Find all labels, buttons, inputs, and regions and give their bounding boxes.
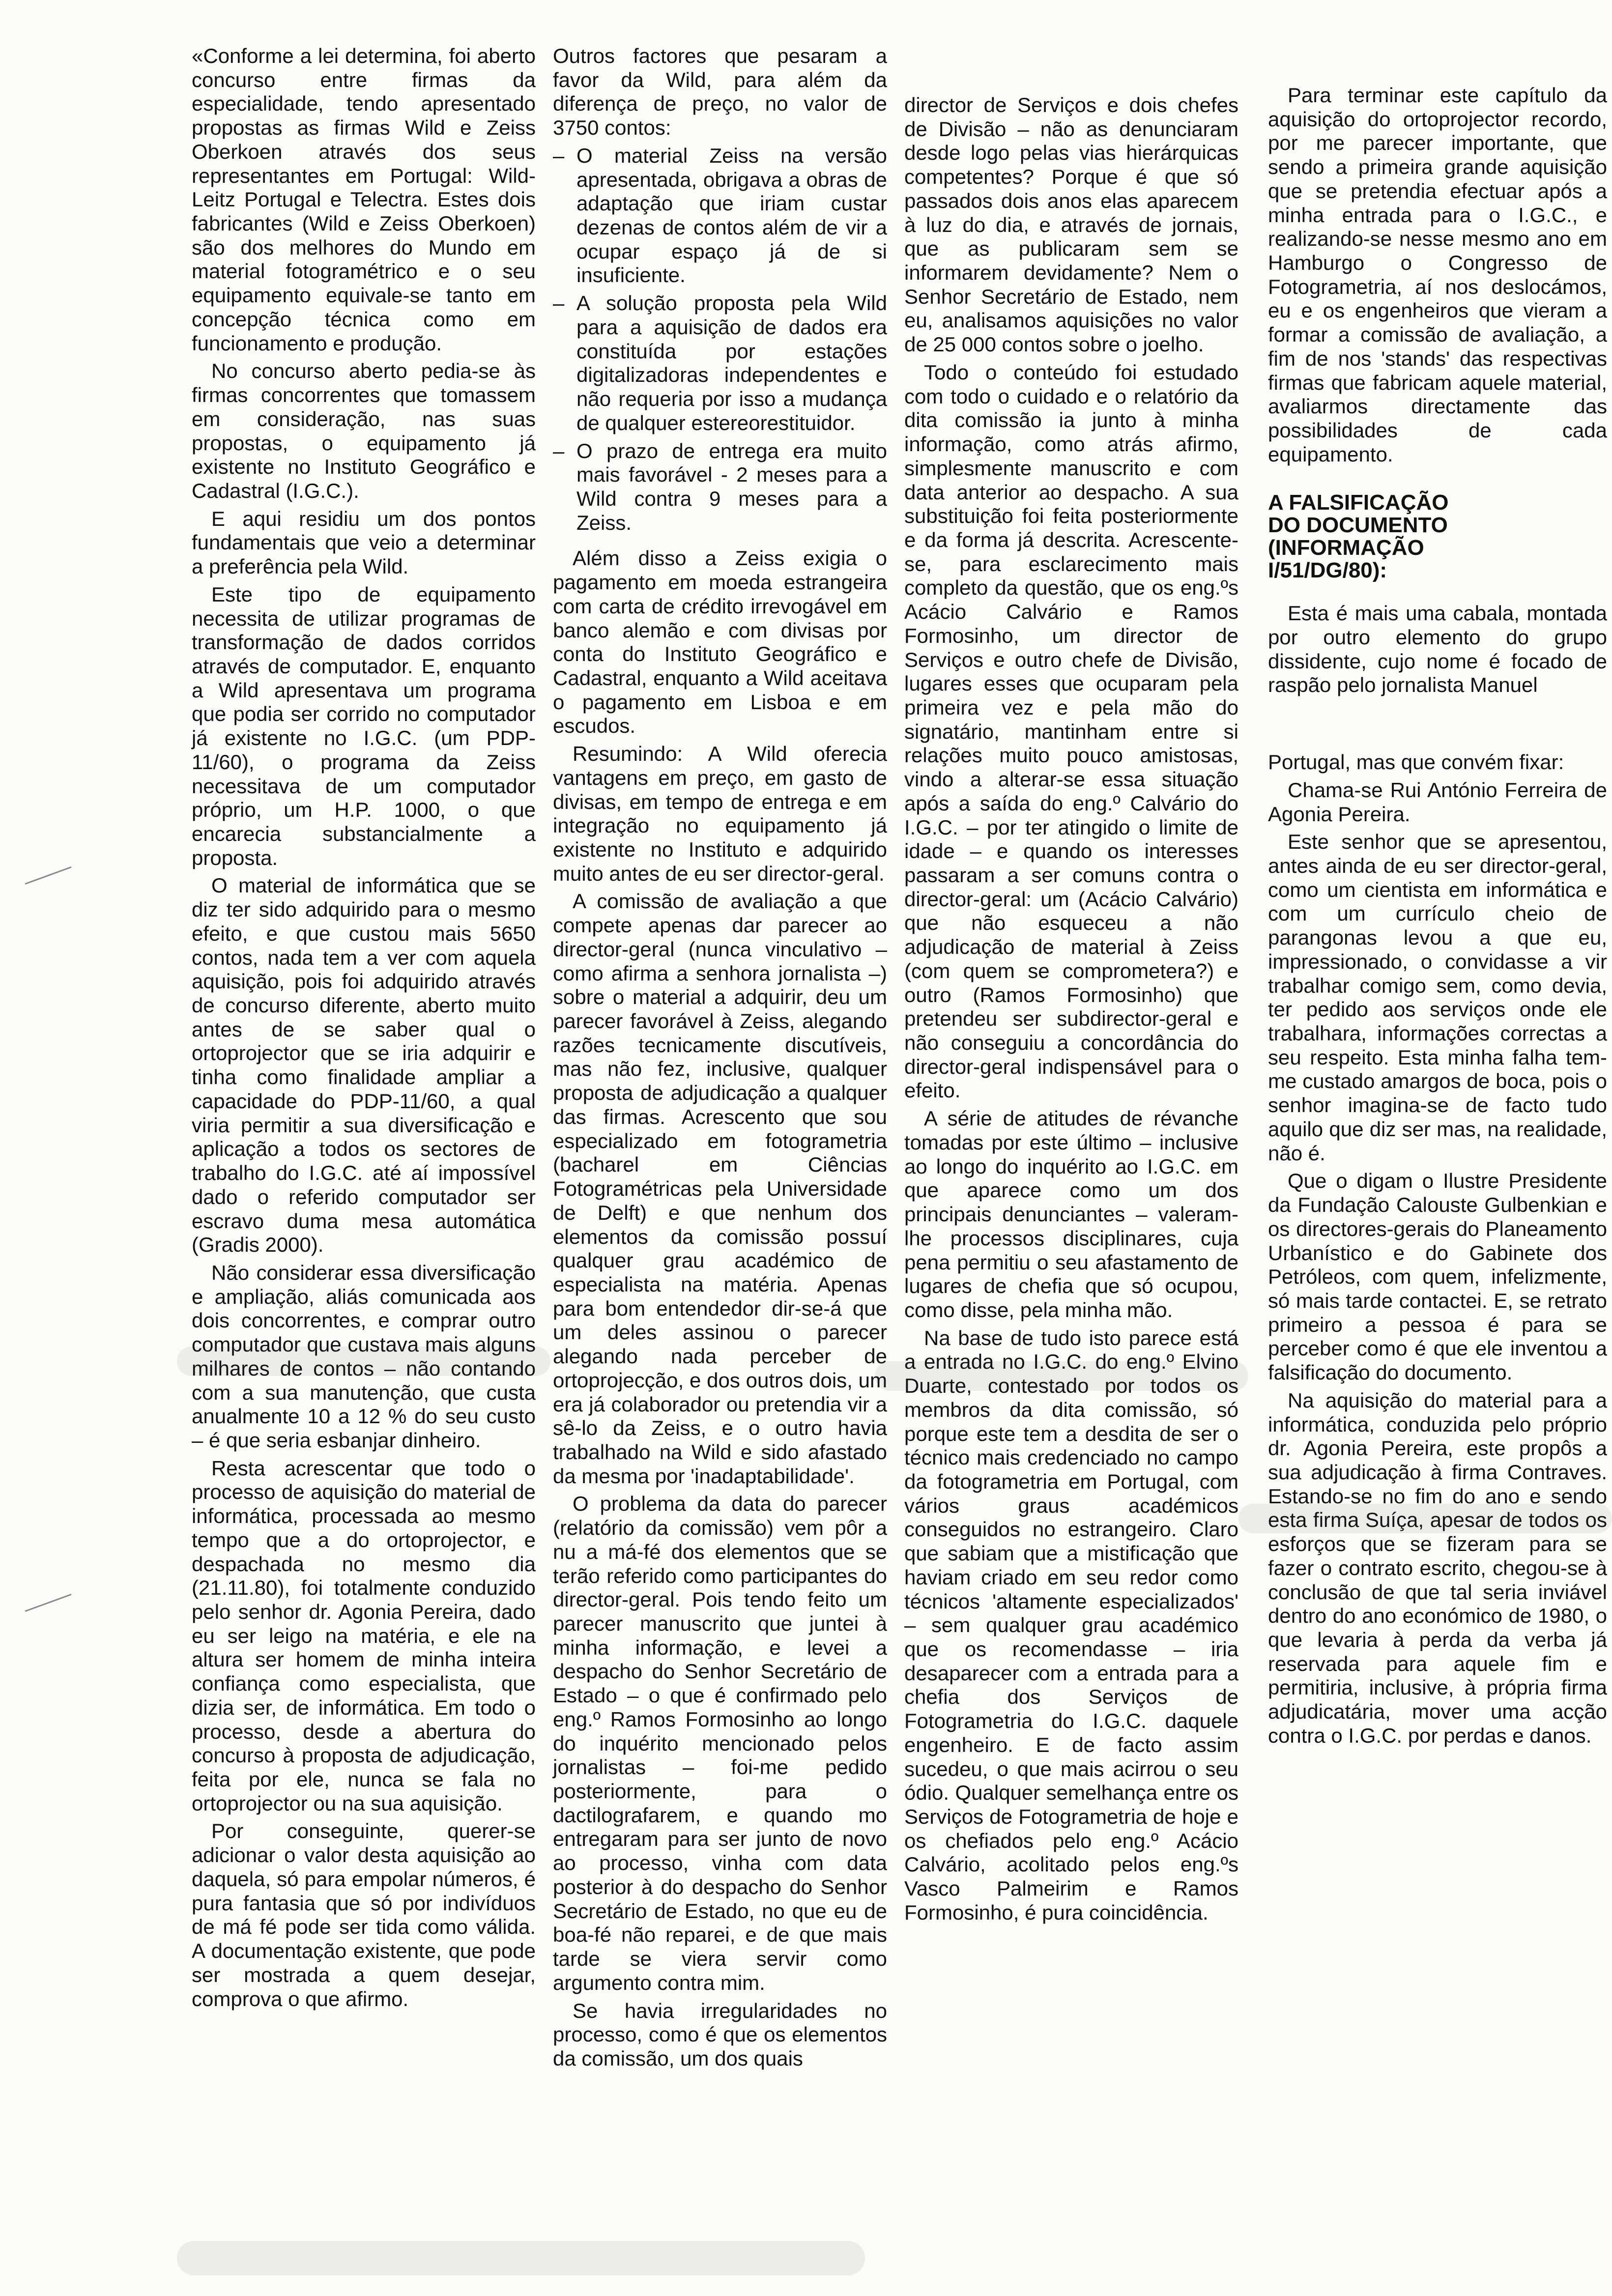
article-column-4 — [1268, 84, 1607, 1752]
paragraph: Para terminar este capítulo da aquisição do ortoprojector recordo, por me parecer importante, que sendo a primeira grande aquisição que se pretendia efectuar após a minha entrada para o I.G.C., e realizando-se nesse mesmo ano em Hamburgo o Congresso de Fotogrametria, aí nos deslocámos, eu e os engenheiros que vieram a formar a comissão de avaliação, a fim de nos 'stands' das respectivas firmas que fabricam aquele material, avaliarmos directamente das possibilidades de cada equipamento. — [1268, 84, 1607, 466]
list-item: – A solução proposta pela Wild para a aquisição de dados era constituída por estações digitalizadoras independentes e não requeria por isso a mudança de qualquer estereorestituidor. — [553, 291, 887, 435]
paragraph: A comissão de avaliação a que compete apenas dar parecer ao director-geral (nunca vinculativo – como afirma a senhora jornalista –) sobre o material a adquirir, deu um parecer favorável à Zeiss, alegando razões tecnicamente discutíveis, mas não fez, inclusive, qualquer proposta de adjudicação a qualquer das firmas. Acrescento que sou especializado em fotogrametria (bacharel em Ciências Fotogramétricas pela Universidade de Delft) e que nenhum dos elementos da comissão possuí qualquer grau académico de especialista na matéria. Apenas para bom entendedor dir-se-á que um deles assinou o parecer alegando nada perceber de ortoprojecção, e dos outros dois, um era já colaborador ou pretendia vir a sê-lo da Zeiss, e o outro havia trabalhado na Wild e sido afastado da mesma por 'inadaptabilidade'. — [553, 890, 887, 1488]
paragraph: O problema da data do parecer (relatório da comissão) vem pôr a nu a má-fé dos elementos que se terão referido como participantes do director-geral. Pois tendo feito um parecer manuscrito que juntei à minha informação, e levei a despacho do Senhor Secretário de Estado – o que é confirmado pelo eng.º Ramos Formosinho ao longo do inquérito mencionado pelos jornalistas – foi-me pedido posteriormente, para o dactilografarem, e quando mo entregaram para ser junto de novo ao processo, vinha com data posterior à do despacho do Senhor Secretário de Estado, no que eu de boa-fé não reparei, e de que mais tarde se viera servir como argumento contra mim. — [553, 1492, 887, 1994]
paragraph: Na base de tudo isto parece está a entrada no I.G.C. do eng.º Elvino Duarte, contestado por todos os membros da dita comissão, só porque este tem a desdita de ser o técnico mais credenciado no campo da fotogrametria em Portugal, com vários graus académicos conseguidos no estrangeiro. Claro que sabiam que a mistificação que haviam criado em seu redor como técnicos 'altamente especializados' – sem qualquer grau académico que os recomendasse – iria desaparecer com a entrada para a chefia dos Serviços de Fotogrametria do I.G.C. daquele engenheiro. E de facto assim sucedeu, o que mais acirrou o seu ódio. Qualquer semelhança entre os Serviços de Fotogrametria de hoje e os chefiados pelo eng.º Acácio Calvário, acolitado pelos eng.ºs Vasco Palmeirim e Ramos Formosinho, é pura coincidência. — [904, 1326, 1238, 1924]
scan-edge-mark — [25, 1594, 72, 1612]
print-smudge — [177, 2241, 865, 2275]
paragraph: Chama-se Rui António Ferreira de Agonia Pereira. — [1268, 778, 1607, 826]
print-smudge — [1238, 1504, 1612, 1533]
list-item: – O prazo de entrega era muito mais favorável - 2 meses para a Wild contra 9 meses para a Zeiss. — [553, 439, 887, 535]
paragraph: Além disso a Zeiss exigia o pagamento em moeda estrangeira com carta de crédito irrevogável em banco alemão e com divisas por conta do Instituto Geográfico e Cadastral, enquanto a Wild aceitava o pagamento em Lisboa e em escudos. — [553, 546, 887, 738]
print-smudge — [875, 1361, 1248, 1391]
paragraph: Que o digam o Ilustre Presidente da Fundação Calouste Gulbenkian e os directores-gerais do Planeamento Urbanístico e do Gabinete dos Petróleos, com quem, infelizmente, só mais tarde contactei. E, se retrato primeiro a pessoa é para se perceber como é que ele inventou a falsificação do documento. — [1268, 1169, 1607, 1384]
paragraph: director de Serviços e dois chefes de Divisão – não as denunciaram desde logo pelas vias hierárquicas competentes? Porque é que só passados dois anos elas aparecem à luz do dia, e através de jornais, que as publicaram sem se informarem devidamente? Nem o Senhor Secretário de Estado, nem eu, analisamos aquisições no valor de 25 000 contos sobre o joelho. — [904, 93, 1238, 356]
paragraph: «Conforme a lei determina, foi aberto concurso entre firmas da especialidade, tendo apresentado propostas as firmas Wild e Zeiss Oberkoen através dos seus representantes em Portugal: Wild-Leitz Portugal e Telectra. Estes dois fabricantes (Wild e Zeiss Oberkoen) são dos melhores do Mundo em material fotogramétrico e o seu equipamento equivale-se tanto em concepção técnica como em funcionamento e produção. — [192, 44, 536, 355]
print-smudge — [177, 1347, 550, 1376]
list-item: – O material Zeiss na versão apresentada, obrigava a obras de adaptação que iriam custar dezenas de contos além de vir a ocupar espaço já de si insuficiente. — [553, 144, 887, 287]
paragraph: Por conseguinte, querer-se adicionar o valor desta aquisição ao daquela, só para empolar números, é pura fantasia que só por indivíduos de má fé pode ser tida como válida. A documentação existente, que pode ser mostrada a quem desejar, comprova o que afirmo. — [192, 1819, 536, 2010]
article-column-3 — [904, 93, 1238, 1929]
scan-edge-mark — [25, 866, 72, 885]
paragraph: No concurso aberto pedia-se às firmas concorrentes que tomassem em consideração, nas suas propostas, o equipamento já existente no Instituto Geográfico e Cadastral (I.G.C.). — [192, 359, 536, 502]
paragraph: A série de atitudes de révanche tomadas por este último – inclusive ao longo do inquérito ao I.G.C. em que aparece como um dos principais denunciantes – valeram-lhe processos disciplinares, cuja pena permitiu o seu afastamento de lugares de chefia que só ocupou, como disse, pela minha mão. — [904, 1107, 1238, 1321]
factor-list — [553, 144, 887, 535]
paragraph: Resumindo: A Wild oferecia vantagens em preço, em gasto de divisas, em tempo de entrega e em integração no equipamento já existente no Instituto e adquirido muito antes de eu ser director-geral. — [553, 742, 887, 885]
paragraph: Se havia irregularidades no processo, como é que os elementos da comissão, um dos quais — [553, 1999, 887, 2070]
paragraph: Este senhor que se apresentou, antes ainda de eu ser director-geral, como um cientista em informática e com um currículo cheio de parangonas levou a que eu, impressionado, o convidasse a vir trabalhar comigo sem, como devia, ter pedido aos serviços onde ele trabalhara, informações correctas a seu respeito. Esta minha falha tem-me custado amargos de boca, pois o senhor imagina-se de facto tudo aquilo que diz ser mas, na realidade, não é. — [1268, 830, 1607, 1165]
paragraph: Na aquisição do material para a informática, conduzida pelo próprio dr. Agonia Pereira, este propôs a sua adjudicação à firma Contraves. Estando-se no fim do ano e sendo esta firma Suíça, apesar de todos os esforços que se fizeram para se fazer o contrato escrito, chegou-se à conclusão de que tal seria inviável dentro do ano económico de 1980, o que levaria à perda da verba já reservada para aquele fim e permitiria, inclusive, à própria firma adjudicatária, mover uma acção contra o I.G.C. por perdas e danos. — [1268, 1388, 1607, 1747]
paragraph: E aqui residiu um dos pontos fundamentais que veio a determinar a preferência pela Wild. — [192, 507, 536, 578]
paragraph: O material de informática que se diz ter sido adquirido para o mesmo efeito, e que custou mais 5650 contos, nada tem a ver com aquela aquisição, pois foi adquirido através de concurso diferente, aberto muito antes de se saber qual o ortoprojector que se iria adquirir e tinha como finalidade ampliar a capacidade do PDP-11/60, a qual viria permitir a sua diversificação e aplicação a todos os sectores de trabalho do I.G.C. até aí impossível dado o referido computador ser escravo duma mesa automática (Gradis 2000). — [192, 874, 536, 1257]
article-column-1 — [192, 44, 536, 2015]
column-gap — [1268, 701, 1607, 750]
section-heading: A FALSIFICAÇÃO DO DOCUMENTO (INFORMAÇÃO I/51/DG/80): — [1268, 490, 1449, 583]
paragraph: Não considerar essa diversificação e ampliação, aliás comunicada aos dois concorrentes, e comprar outro computador que custava mais alguns milhares de contos – não contando com a sua manutenção, que custa anualmente 10 a 12 % do seu custo – é que seria esbanjar dinheiro. — [192, 1261, 536, 1452]
paragraph: Esta é mais uma cabala, montada por outro elemento do grupo dissidente, cujo nome é focado de raspão pelo jornalista Manuel — [1268, 602, 1607, 697]
paragraph: Portugal, mas que convém fixar: — [1268, 750, 1564, 774]
article-column-2 — [553, 44, 887, 2075]
paragraph: Outros factores que pesaram a favor da Wild, para além da diferença de preço, no valor de 3750 contos: — [553, 44, 887, 140]
paragraph: Todo o conteúdo foi estudado com todo o cuidado e o relatório da dita comissão ia junto à minha informação, como atrás afirmo, simplesmente manuscrito e com data anterior ao despacho. A sua substituição foi feita posteriormente e da forma já descrita. Acrescente-se, para esclarecimento mais completo da questão, que os eng.ºs Acácio Calvário e Ramos Formosinho, um director de Serviços e outro chefe de Divisão, lugares esses que ocuparam pela primeira vez e pela mão do signatário, mantinham entre si relações muito pouco amistosas, vindo a alterar-se essa situação após a saída do eng.º Calvário do I.G.C. – por ter atingido o limite de idade – e quando os interesses passaram a ser comuns contra o director-geral: um (Acácio Calvário) que não esqueceu a não adjudicação de material à Zeiss (com quem se comprometera?) e outro (Ramos Formosinho) que pretendeu ser subdirector-geral e não conseguiu a concordância do director-geral indispensável para o efeito. — [904, 360, 1238, 1102]
paragraph: Este tipo de equipamento necessita de utilizar programas de transformação de dados corridos através de computador. E, enquanto a Wild apresentava um programa que podia ser corrido no computador já existente no I.G.C. (um PDP-11/60), o programa da Zeiss necessitava de um computador próprio, um H.P. 1000, o que encarecia substancialmente a proposta. — [192, 582, 536, 869]
paragraph: Resta acrescentar que todo o processo de aquisição do material de informática, processada ao mesmo tempo que a do ortoprojector, e despachada no mesmo dia (21.11.80), foi totalmente conduzido pelo senhor dr. Agonia Pereira, dado eu ser leigo na matéria, e ele na altura ser homem de minha inteira confiança como especialista, que dizia ser, de informática. Em todo o processo, desde a abertura do concurso à proposta de adjudicação, feita por ele, nunca se fala no ortoprojector ou na sua aquisição. — [192, 1456, 536, 1815]
